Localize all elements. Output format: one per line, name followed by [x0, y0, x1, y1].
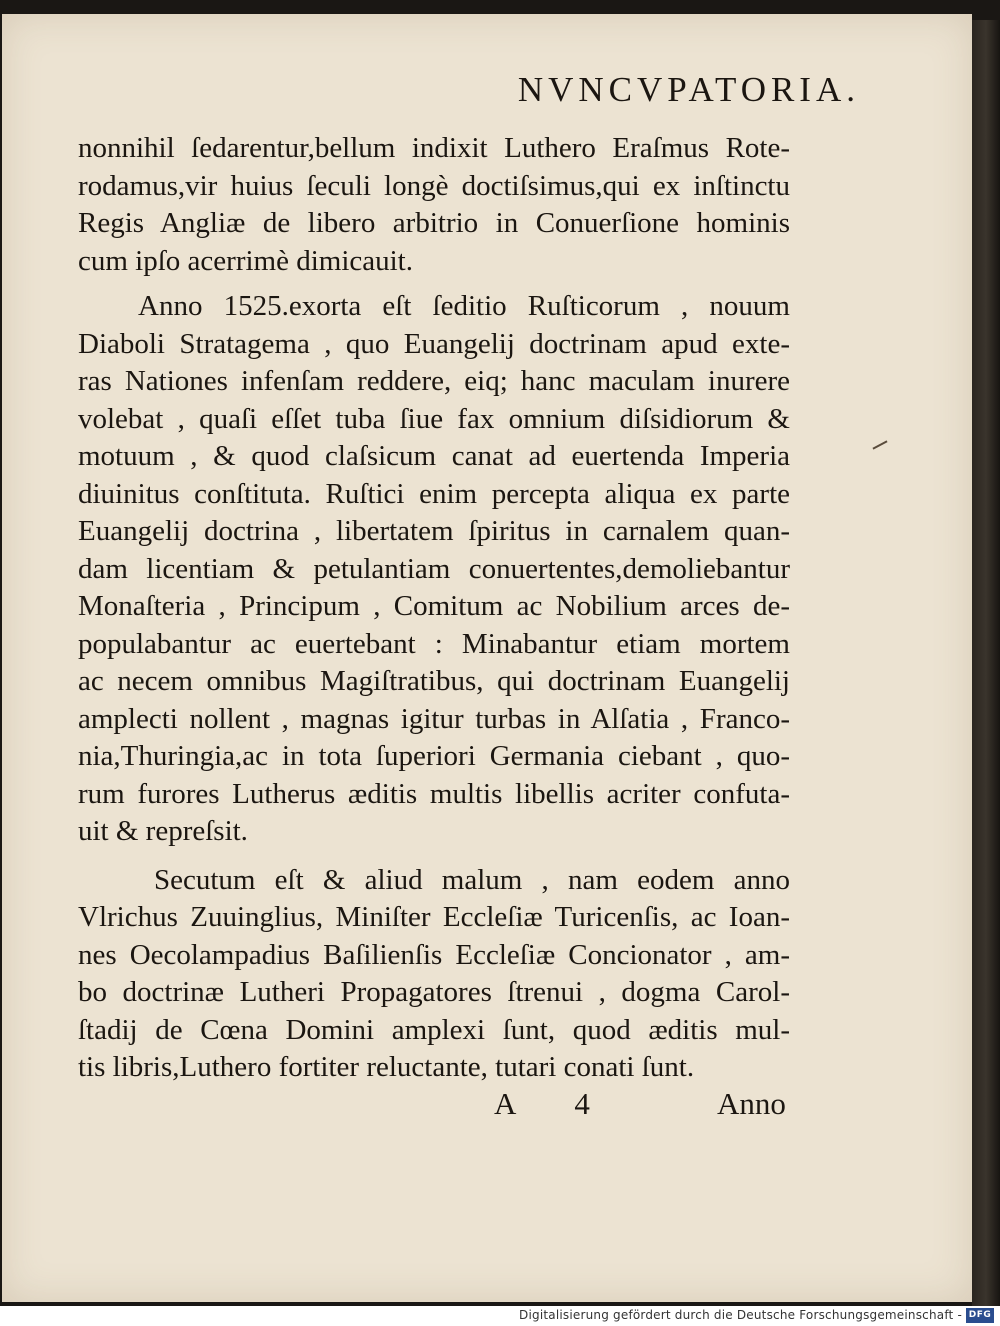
dfg-logo-icon: DFG	[966, 1308, 994, 1323]
text-line: ac necem omnibus Magiſtratibus, qui doctrinam Euangelij	[78, 665, 790, 697]
credit-bar	[0, 1306, 1000, 1326]
text-line: nonnihil ſedarentur,bellum indixit Luthero Eraſmus Rote-	[78, 132, 790, 164]
text-line: rodamus,vir huius ſeculi longè doctiſsimus,qui ex inſtinctu	[78, 169, 790, 202]
body-text	[78, 130, 790, 1087]
text-line: Secutum eſt & aliud malum , nam eodem anno	[154, 863, 790, 896]
text-line: dam licentiam & petulantiam conuertentes,demoliebantur	[78, 552, 790, 585]
text-line: populabantur ac euertebant : Minabantur etiam mortem	[78, 627, 790, 660]
text-line: volebat , quaſi eſſet tuba ſiue fax omnium diſsidiorum &	[78, 402, 790, 435]
text-line: diuinitus conſtituta. Ruſtici enim percepta aliqua ex parte	[78, 477, 790, 510]
text-line: ras Nationes infenſam reddere, eiq; hanc maculam inurere	[78, 365, 790, 397]
paragraph-2	[78, 288, 790, 851]
paragraph-3	[78, 862, 790, 1087]
text-line: ſtadij de Cœna Domini amplexi ſunt, quod æditis mul-	[78, 1013, 790, 1046]
text-line: Euangelij doctrina , libertatem ſpiritus in carnalem quan-	[78, 515, 790, 547]
signature-mark: A 4	[494, 1086, 616, 1121]
catchword: Anno	[717, 1086, 786, 1121]
text-line: Vlrichus Zuuinglius, Miniſter Eccleſiæ Turicenſis, ac Ioan-	[78, 901, 790, 933]
text-line: bo doctrinæ Lutheri Propagatores ſtrenui , dogma Carol-	[78, 976, 790, 1008]
text-line: nes Oecolampadius Baſilienſis Eccleſiæ Concionator , am-	[78, 938, 790, 971]
paragraph-1	[78, 130, 790, 280]
text-line: Regis Angliæ de libero arbitrio in Conuerſione hominis	[78, 207, 790, 239]
text-line: Diaboli Stratagema , quo Euangelij doctrinam apud exte-	[78, 327, 790, 360]
text-line: rum furores Lutherus æditis multis libellis acriter confuta-	[78, 777, 790, 810]
text-line: tis libris,Luthero fortiter reluctante, tutari conati ſunt.	[78, 1051, 695, 1083]
text-line: Monaſteria , Principum , Comitum ac Nobilium arces de-	[78, 590, 790, 622]
book-edge	[972, 20, 1000, 1306]
text-line: nia,Thuringia,ac in tota ſuperiori Germania ciebant , quo-	[78, 740, 790, 772]
running-head: NVNCVPATORIA.	[517, 70, 860, 109]
text-line: uit & repreſsit.	[78, 815, 248, 847]
funding-credit: Digitalisierung gefördert durch die Deutsche Forschungsgemeinschaft -	[519, 1308, 962, 1322]
text-line: cum ipſo acerrimè dimicauit.	[78, 244, 413, 277]
text-line: amplecti nollent , magnas igitur turbas in Alſatia , Franco-	[78, 702, 790, 735]
text-line: Anno 1525.exorta eſt ſeditio Ruſticorum , nouum	[138, 290, 790, 322]
text-line: motuum , & quod claſsicum canat ad euertenda Imperia	[78, 440, 790, 472]
